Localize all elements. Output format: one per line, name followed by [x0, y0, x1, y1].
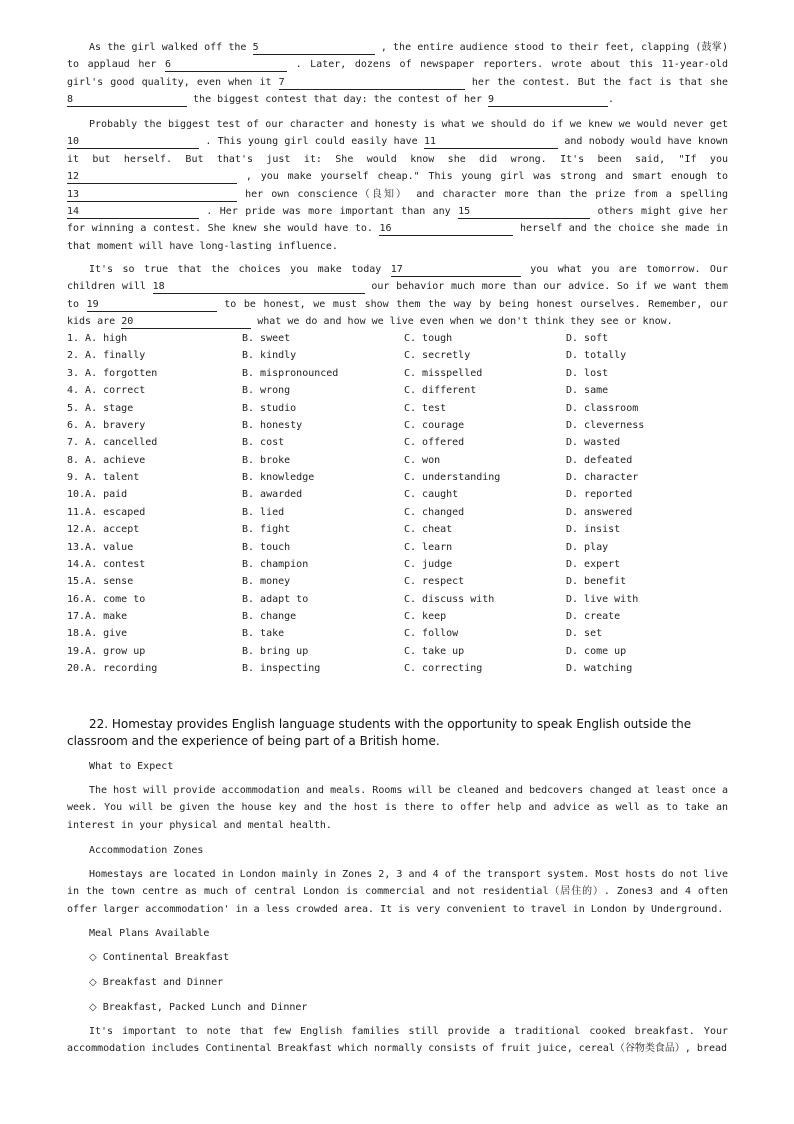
option-a: 3. A. forgotten: [67, 367, 158, 379]
option-b: B. money: [242, 576, 291, 588]
option-a: 7. A. cancelled: [67, 437, 158, 449]
option-d: D. cleverness: [566, 419, 645, 431]
option-c: C. different: [404, 385, 477, 397]
option-d: D. benefit: [566, 576, 627, 588]
option-b: B. knowledge: [242, 472, 315, 483]
option-c: C. understanding: [404, 472, 501, 483]
option-row: [67, 521, 747, 538]
option-c: C. courage: [404, 419, 465, 431]
option-d: D. live with: [566, 593, 639, 605]
option-row: [67, 330, 747, 347]
option-row: [67, 591, 747, 608]
question-22-intro: 22. Homestay provides English language students with the opportunity to speak English outside the classroom and the experience of being part of a British home.: [67, 717, 692, 748]
meal-plan-item: ◇ Breakfast and Dinner: [89, 977, 224, 988]
option-a: 10.A. paid: [67, 489, 128, 501]
heading-what-to-expect: What to Expect: [89, 761, 174, 772]
blank-10: 10: [67, 136, 199, 149]
blank-9: 9: [488, 94, 608, 107]
option-row: [67, 504, 747, 521]
paragraph-accommodation-zones: Homestays are located in London mainly in Zones 2, 3 and 4 of the transport system. Most hosts do not live in the town centre as much of central London is commercial and not residential（居住的）. Zones3 and 4 often offer larger accommodation' in a less crowded area. It is very convenient to travel in London by Underground.: [67, 869, 728, 915]
option-a: 20.A. recording: [67, 663, 158, 675]
option-row: [67, 417, 747, 434]
option-a: 6. A. bravery: [67, 419, 146, 431]
blank-15: 15: [458, 206, 590, 219]
option-d: D. come up: [566, 645, 627, 657]
option-a: 8. A. achieve: [67, 454, 146, 466]
option-c: C. misspelled: [404, 367, 483, 379]
option-b: B. fight: [242, 524, 291, 536]
option-row: [67, 400, 747, 417]
option-d: D. classroom: [566, 402, 639, 414]
option-c: C. caught: [404, 489, 459, 501]
option-b: B. broke: [242, 454, 291, 466]
option-c: C. follow: [404, 628, 459, 640]
option-c: C. offered: [404, 437, 465, 449]
option-b: B. sweet: [242, 333, 291, 344]
option-b: B. honesty: [242, 419, 303, 431]
blank-6: 6: [165, 59, 287, 72]
option-a: 13.A. value: [67, 541, 134, 553]
blank-8: 8: [67, 94, 187, 107]
option-a: 17.A. make: [67, 611, 128, 622]
options-table: [67, 330, 747, 678]
blank-17: 17: [391, 264, 521, 277]
option-b: B. inspecting: [242, 663, 321, 675]
option-row: [67, 608, 747, 625]
cloze-paragraph-3: It's so true that the choices you make today 17 you what you are tomorrow. Our children will 18 our behavior much more than our advice. So if we want them to 19 to be honest, we must show them the way by being honest ourselves. Remember, our kids are 20 what we do and how we live even when we don't think they see or know.: [67, 264, 728, 328]
option-d: D. soft: [566, 333, 609, 344]
meal-plan-item: ◇ Continental Breakfast: [89, 952, 230, 963]
blank-19: 19: [87, 299, 217, 312]
option-d: D. lost: [566, 367, 609, 379]
option-a: 1. A. high: [67, 333, 128, 344]
option-d: D. same: [566, 385, 609, 397]
blank-18: 18: [153, 281, 365, 294]
blank-13: 13: [67, 189, 237, 202]
option-c: C. respect: [404, 576, 465, 588]
option-c: C. judge: [404, 558, 453, 570]
heading-accommodation-zones: Accommodation Zones: [89, 845, 204, 856]
option-a: 14.A. contest: [67, 558, 146, 570]
blank-14: 14: [67, 206, 199, 219]
blank-20: 20: [121, 316, 251, 329]
option-d: D. create: [566, 611, 621, 622]
cloze-paragraph-2: Probably the biggest test of our character and honesty is what we should do if we knew we would never get 10 . This young girl could easily have 11 and nobody would have known it but herself. But that's just it: She would know she did wrong. It's been said, "If you 12 , you make yourself cheap." This young girl was strong and smart enough to 13 her own conscience（良知） and character more than the prize from a spelling 14 . Her pride was more important than any 15 others might give her for winning a contest. She knew she would have to. 16 herself and the choice she made in that moment will have long-lasting influence.: [67, 119, 729, 252]
diamond-bullet-icon: ◇: [89, 1002, 97, 1013]
option-b: B. touch: [242, 541, 291, 553]
option-c: C. learn: [404, 541, 453, 553]
blank-5: 5: [253, 42, 375, 55]
diamond-bullet-icon: ◇: [89, 977, 97, 988]
option-a: 2. A. finally: [67, 350, 146, 362]
option-c: C. won: [404, 454, 441, 466]
option-c: C. test: [404, 402, 447, 414]
option-a: 5. A. stage: [67, 402, 134, 414]
option-c: C. take up: [404, 645, 465, 657]
option-row: [67, 556, 747, 573]
option-d: D. wasted: [566, 437, 621, 449]
option-b: B. kindly: [242, 350, 297, 362]
blank-12: 12: [67, 171, 237, 184]
option-b: B. change: [242, 611, 297, 622]
blank-16: 16: [379, 223, 513, 236]
option-a: 11.A. escaped: [67, 506, 146, 518]
option-a: 16.A. come to: [67, 593, 146, 605]
option-row: [67, 434, 747, 451]
option-row: [67, 539, 747, 556]
option-c: C. discuss with: [404, 593, 495, 605]
option-c: C. correcting: [404, 663, 483, 675]
option-c: C. tough: [404, 333, 453, 344]
option-d: D. totally: [566, 350, 627, 362]
option-row: [67, 573, 747, 590]
option-b: B. studio: [242, 402, 297, 414]
option-d: D. expert: [566, 558, 621, 570]
paragraph-what-to-expect: The host will provide accommodation and meals. Rooms will be cleaned and bedcovers changed at least once a week. You will be given the house key and the host is there to offer help and advice as well as to take an interest in your physical and mental health.: [67, 785, 728, 831]
option-c: C. changed: [404, 506, 465, 518]
option-b: B. mispronounced: [242, 367, 339, 379]
option-a: 18.A. give: [67, 628, 128, 640]
option-b: B. wrong: [242, 385, 291, 397]
diamond-bullet-icon: ◇: [89, 952, 97, 963]
meal-plan-item: ◇ Breakfast, Packed Lunch and Dinner: [89, 1002, 308, 1013]
option-row: [67, 486, 747, 503]
option-c: C. secretly: [404, 350, 471, 362]
option-row: [67, 452, 747, 469]
option-a: 12.A. accept: [67, 524, 140, 536]
blank-7: 7: [279, 77, 465, 90]
option-a: 19.A. grow up: [67, 645, 146, 657]
option-b: B. awarded: [242, 489, 303, 501]
option-a: 4. A. correct: [67, 385, 146, 397]
option-d: D. watching: [566, 663, 633, 675]
option-row: [67, 660, 747, 677]
option-row: [67, 347, 747, 364]
option-row: [67, 469, 747, 486]
option-a: 9. A. talent: [67, 472, 140, 483]
option-d: D. insist: [566, 524, 621, 536]
option-c: C. keep: [404, 611, 447, 622]
option-b: B. lied: [242, 506, 285, 518]
option-d: D. set: [566, 628, 603, 640]
option-d: D. character: [566, 472, 639, 483]
option-row: [67, 382, 747, 399]
blank-11: 11: [424, 136, 558, 149]
option-row: [67, 643, 747, 660]
option-row: [67, 365, 747, 382]
option-d: D. play: [566, 541, 609, 553]
option-b: B. adapt to: [242, 593, 309, 605]
heading-meal-plans: Meal Plans Available: [89, 928, 210, 939]
option-row: [67, 625, 747, 642]
option-d: D. answered: [566, 506, 633, 518]
option-b: B. champion: [242, 558, 309, 570]
option-b: B. bring up: [242, 645, 309, 657]
option-b: B. take: [242, 628, 285, 640]
cloze-paragraph-1: As the girl walked off the 5 , the entire audience stood to their feet, clapping (鼓掌) to applaud her 6 . Later, dozens of newspaper reporters. wrote about this 11-year-old girl's good quality, even when it 7 her the contest. But the fact is that she 8 the biggest contest that day: the contest of her 9 .: [67, 42, 728, 106]
paragraph-breakfast-note: It's important to note that few English families still provide a traditional cooked breakfast. Your accommodation includes Continental Breakfast which normally consists of fruit juice, cereal（谷物类食品）, bread: [67, 1026, 728, 1055]
option-d: D. defeated: [566, 454, 633, 466]
option-c: C. cheat: [404, 524, 453, 536]
option-b: B. cost: [242, 437, 285, 449]
option-d: D. reported: [566, 489, 633, 501]
option-a: 15.A. sense: [67, 576, 134, 588]
